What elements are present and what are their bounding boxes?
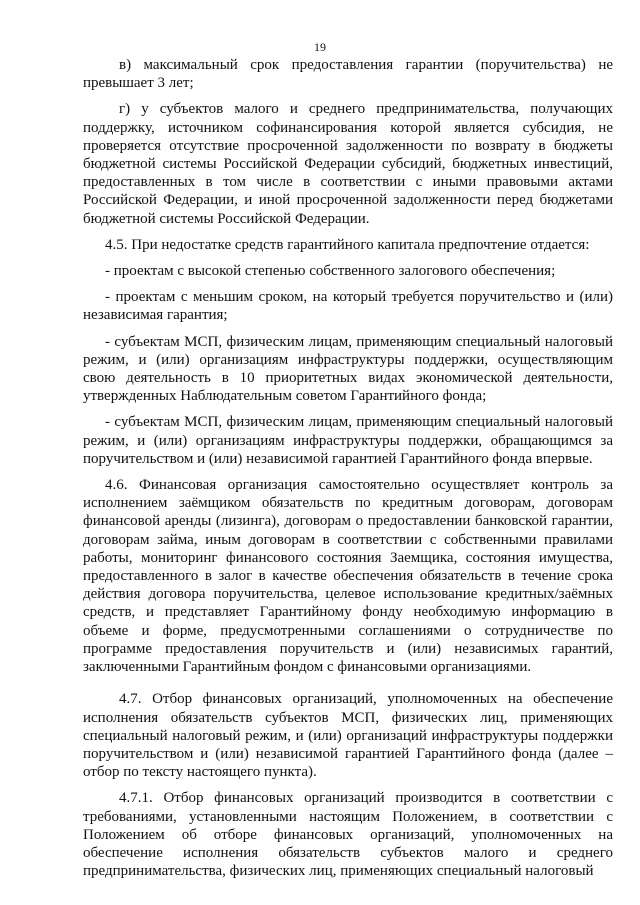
paragraph-4-5: 4.5. При недостатке средств гарантийного капитала предпочтение отдается: bbox=[105, 236, 590, 253]
paragraph-4-7-1: 4.7.1. Отбор финансовых организаций производится в соответствии с требованиями, установленными настоящим Положением, в соответствии с Положением об отборе финансовых организаций, уполномоченных на обеспечение исполнения обязательств субъектов малого и среднего предпринимательства, физических лиц, применяющих специальный налоговый bbox=[83, 790, 613, 880]
paragraph-g: г) у субъектов малого и среднего предпринимательства, получающих поддержку, источником софинансирования которой является субсидия, не проверяется отсутствие просроченной задолженности по возврату в бюджеты бюджетной системы Российской Федерации субсидий, бюджетных инвестиций, предоставленных в том числе в соответствии с иными правовыми актами Российской Федерации, и иной просроченной задолженности перед бюджетами бюджетной системы Российской Федерации. bbox=[83, 101, 613, 227]
page-body bbox=[83, 56, 613, 888]
list-item-collateral: - проектам с высокой степенью собственного залогового обеспечения; bbox=[105, 263, 556, 280]
list-item-first-time: - субъектам МСП, физическим лицам, применяющим специальный налоговый режим, и (или) организациям инфраструктуры поддержки, обращающимся за поручительством и (или) независимой гарантией Гарантийного фонда впервые. bbox=[83, 414, 613, 467]
paragraph-v: в) максимальный срок предоставления гарантии (поручительства) не превышает 3 лет; bbox=[83, 57, 613, 92]
list-item-priority-activities: - субъектам МСП, физическим лицам, применяющим специальный налоговый режим, и (или) организациям инфраструктуры поддержки, осуществляющим свою деятельность в 10 приоритетных видах экономической деятельности, утвержденных Наблюдательным советом Гарантийного фонда; bbox=[83, 333, 613, 405]
page-number: 19 bbox=[314, 40, 326, 54]
paragraph-4-7: 4.7. Отбор финансовых организаций, уполномоченных на обеспечение исполнения обязательств субъектов МСП, физических лиц, применяющих специальный налоговый режим, и (или) организаций инфраструктуры поддержки поручительством и (или) независимой гарантией Гарантийного фонда (далее – отбор по тексту настоящего пункта). bbox=[83, 691, 613, 781]
list-item-shorter-term: - проектам с меньшим сроком, на который требуется поручительство и (или) независимая гарантия; bbox=[83, 289, 613, 324]
paragraph-4-6: 4.6. Финансовая организация самостоятельно осуществляет контроль за исполнением заёмщиком обязательств по кредитным договорам, договорам финансовой аренды (лизинга), договорам о предоставлении банковской гарантии, договорам займа, иным договорам в соответствии с собственными правилами работы, мониторинг финансового состояния Заемщика, состояния имущества, предоставленного в залог в качестве обеспечения обязательств в течение срока действия договора поручительства, целевое использование кредитных/заёмных средств, и представляет Гарантийному фонду необходимую информацию в объеме и форме, предусмотренными соглашениями о сотрудничестве по программе предоставления поручительств и (или) независимых гарантий, заключенными Гарантийным фондом с финансовыми организациями. bbox=[83, 477, 613, 676]
